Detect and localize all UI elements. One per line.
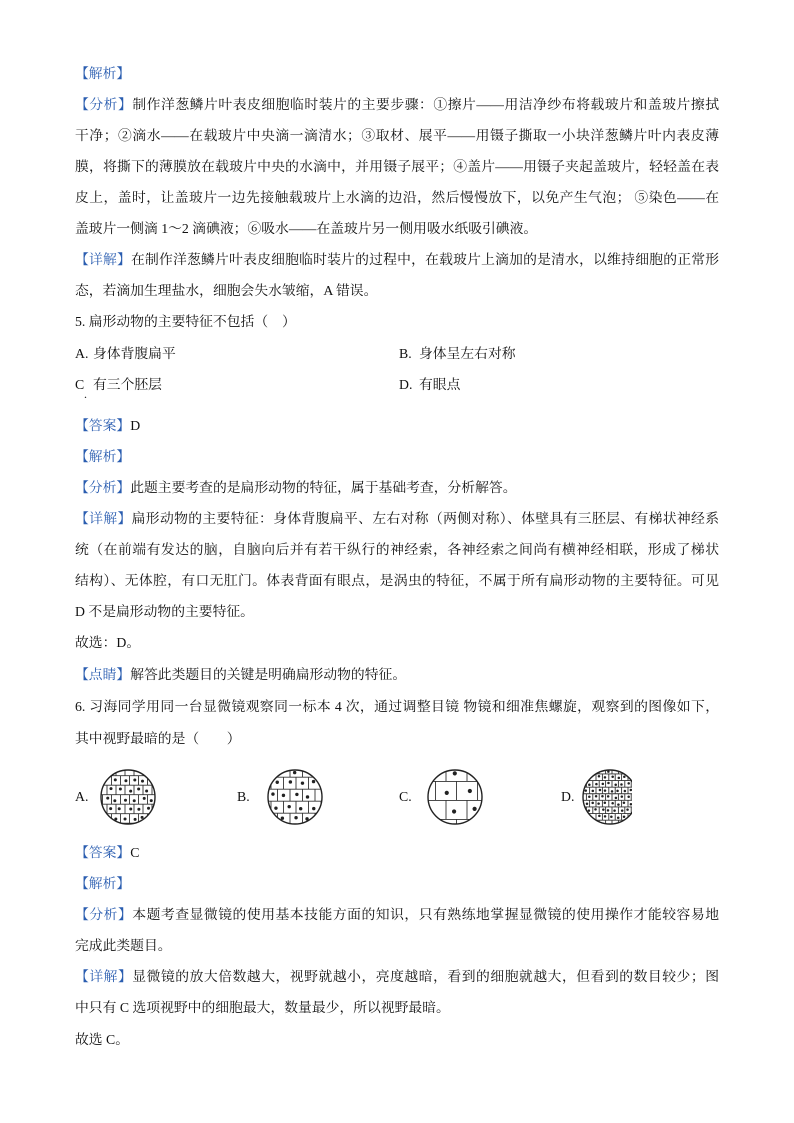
cell-nucleus	[598, 775, 601, 778]
q6-stem-line: 其中视野最暗的是（ ）	[75, 731, 241, 746]
cell-nucleus	[124, 799, 127, 802]
cell-nucleus	[586, 803, 589, 806]
cell-nucleus	[129, 807, 132, 810]
fenxi-text: 完成此类题目。	[75, 938, 172, 953]
q6-xiangjie-line	[75, 992, 719, 1023]
q5-option-b-letter: B.	[399, 346, 412, 361]
q6-option-b-label: B.	[237, 789, 250, 804]
q5-xiangjie-line	[75, 565, 719, 596]
q4-jiexi-heading	[75, 58, 719, 89]
cell-nucleus	[627, 796, 630, 799]
microscope-view-c	[425, 767, 485, 827]
q6-option-b-figure	[265, 767, 325, 827]
cell-nucleus	[607, 809, 610, 812]
jiexi-label: 【解析】	[75, 449, 131, 464]
cell-pattern	[98, 767, 158, 827]
xiangjie-text: D 不是扁形动物的主要特征。	[75, 604, 254, 619]
fenxi-text: 此题主要考查的是扁形动物的特征，属于基础考查，分析解答。	[130, 480, 517, 495]
cell-nucleus	[604, 776, 607, 779]
cell-nucleus	[597, 802, 600, 805]
cell-nucleus	[274, 806, 277, 809]
cell-nucleus	[472, 807, 476, 811]
cell-nucleus	[287, 805, 290, 808]
cell-nucleus	[615, 797, 618, 800]
q6-jiexi-heading	[75, 868, 719, 899]
cell-nucleus	[591, 802, 594, 805]
q4-fenxi-line	[75, 151, 719, 182]
cell-nucleus	[452, 809, 456, 813]
cell-nucleus	[106, 797, 109, 800]
cell-nucleus	[621, 795, 624, 798]
q6-answer-line	[75, 837, 719, 868]
cell-nucleus	[143, 797, 146, 800]
cell-nucleus	[618, 777, 621, 780]
cell-nucleus	[607, 782, 610, 785]
q5-xiangjie-line	[75, 596, 719, 627]
cell-nucleus	[598, 815, 601, 818]
cell-pattern	[580, 767, 632, 826]
xiangjie-label: 【详解】	[75, 969, 133, 984]
cell-nucleus	[134, 818, 137, 821]
xiangjie-label: 【详解】	[75, 511, 132, 526]
cell-nucleus	[301, 781, 304, 784]
cell-nucleus	[137, 788, 140, 791]
q5-option-c-dot: .	[84, 387, 87, 401]
cell-nucleus	[145, 790, 148, 793]
cell-nucleus	[595, 783, 598, 786]
q4-fenxi-line	[75, 213, 719, 244]
q5-dianjing-line	[75, 659, 719, 690]
field-of-view-outline	[268, 770, 322, 824]
cell-nucleus	[616, 790, 619, 793]
xiangjie-text: 扁形动物的主要特征：身体背腹扁平、左右对称（两侧对称）、体壁具有三胚层、有梯状神经系	[131, 511, 719, 526]
fenxi-label: 【分析】	[75, 97, 133, 112]
microscope-view-b	[265, 767, 325, 827]
cell-nucleus	[604, 815, 607, 818]
cell-nucleus	[623, 802, 626, 805]
q5-option-a-letter: A.	[75, 346, 89, 361]
cell-nucleus	[109, 807, 112, 810]
q5-option-a-text: 身体背腹扁平	[93, 346, 176, 361]
fenxi-text: 膜，将撕下的薄膜放在载玻片中央的水滴中，并用镊子展平；④盖片——用镊子夹起盖玻片，轻轻盖在表	[75, 159, 719, 174]
q5-conclusion: 故选：D。	[75, 635, 141, 650]
q6-fenxi-line	[75, 899, 719, 930]
q6-stem-line: 6. 习海同学用同一台显微镜观察同一标本 4 次，通过调整目镜 物镜和细准焦螺旋，观察到的图像如下，	[75, 699, 719, 714]
q5-option-b-text: 身体呈左右对称	[419, 346, 516, 361]
fenxi-text: 本题考查显微镜的使用基本技能方面的知识，只有熟练地掌握显微镜的使用操作才能较容易地	[132, 907, 719, 922]
fenxi-label: 【分析】	[75, 907, 133, 922]
cell-nucleus	[592, 790, 595, 793]
q4-fenxi-line	[75, 89, 719, 120]
cell-nucleus	[623, 815, 626, 818]
cell-nucleus	[610, 816, 613, 819]
cell-nucleus	[453, 771, 457, 775]
xiangjie-text: 结构）、无体腔，有口无肛门。体表背面有眼点，是涡虫的特征，不属于所有扁形动物的主要特征。可见	[75, 573, 719, 588]
cell-nucleus	[607, 795, 610, 798]
cell-nucleus	[312, 807, 315, 810]
cell-nucleus	[289, 780, 292, 783]
fenxi-label: 【分析】	[75, 480, 131, 495]
cell-nucleus	[621, 809, 624, 812]
cell-nucleus	[282, 794, 285, 797]
q5-answer-line	[75, 410, 719, 441]
q5-option-d-letter: D.	[399, 377, 413, 392]
answer-value: D	[130, 418, 141, 433]
fenxi-text: 皮上，盖时，让盖玻片一边先接触载玻片上水滴的边沿，然后慢慢放下，以免产生气泡； ⑤染色——在	[75, 190, 719, 205]
cell-nucleus	[137, 808, 140, 811]
q6-option-d-figure	[580, 767, 632, 827]
dianjing-label: 【点睛】	[75, 667, 131, 682]
fenxi-text: 制作洋葱鳞片叶表皮细胞临时装片的主要步骤：①擦片——用洁净纱布将载玻片和盖玻片擦拭	[132, 97, 719, 112]
answer-value: C	[130, 845, 140, 860]
cell-nucleus	[599, 789, 602, 792]
field-of-view-outline	[428, 770, 482, 824]
q5-option-d-text: 有眼点	[419, 377, 461, 392]
cell-nucleus	[611, 776, 614, 779]
cell-nucleus	[276, 781, 279, 784]
cell-nucleus	[614, 784, 617, 787]
xiangjie-text: 态，若滴加生理盐水，细胞会失水皱缩，A 错误。	[75, 283, 378, 298]
cell-nucleus	[119, 788, 122, 791]
cell-nucleus	[626, 808, 629, 811]
cell-nucleus	[141, 816, 144, 819]
cell-nucleus	[129, 790, 132, 793]
cell-nucleus	[109, 787, 112, 790]
q5-option-c-text: 有三个胚层	[93, 377, 162, 392]
microscope-view-d	[580, 767, 632, 827]
cell-nucleus	[585, 789, 588, 792]
q4-xiangjie-line	[75, 244, 719, 275]
cell-nucleus	[295, 793, 298, 796]
q5-xiangjie-line	[75, 534, 719, 565]
jiexi-label: 【解析】	[75, 876, 131, 891]
cell-nucleus	[611, 790, 614, 793]
answer-label: 【答案】	[75, 845, 131, 860]
q6-option-a-label: A.	[75, 789, 89, 804]
cell-nucleus	[141, 780, 144, 783]
q6-option-a-figure	[98, 767, 158, 827]
cell-nucleus	[445, 791, 449, 795]
q6-option-c-label: C.	[399, 789, 412, 804]
cell-nucleus	[133, 779, 136, 782]
q4-fenxi-line	[75, 120, 719, 151]
cell-nucleus	[620, 783, 623, 786]
fenxi-text: 干净；②滴水——在载玻片中央滴一滴清水；③取材、展平——用镊子撕取一小块洋葱鳞片叶内表皮薄	[75, 128, 719, 143]
q5-jiexi-heading	[75, 441, 719, 472]
q5-stem: 5. 扁形动物的主要特征不包括（ ）	[75, 314, 296, 329]
cell-nucleus	[617, 803, 620, 806]
cell-nucleus	[617, 816, 620, 819]
cell-nucleus	[588, 784, 591, 787]
fenxi-text: 盖玻片一侧滴 1～2 滴碘液；⑥吸水——在盖玻片另一侧用吸水纸吸引碘液。	[75, 221, 538, 236]
xiangjie-text: 显微镜的放大倍数越大，视野就越小，亮度越暗，看到的细胞就越大，但看到的数目较少；图	[132, 969, 719, 984]
cell-nucleus	[588, 796, 591, 799]
cell-nucleus	[271, 792, 274, 795]
xiangjie-label: 【详解】	[75, 252, 132, 267]
cell-nucleus	[113, 799, 116, 802]
q6-conclusion: 故选 C。	[75, 1032, 130, 1047]
cell-nucleus	[293, 771, 296, 774]
cell-nucleus	[150, 799, 153, 802]
cell-nucleus	[312, 780, 315, 783]
cell-nucleus	[602, 783, 605, 786]
cell-nucleus	[294, 816, 297, 819]
cell-nucleus	[624, 790, 627, 793]
answer-label: 【答案】	[75, 418, 131, 433]
cell-nucleus	[118, 807, 121, 810]
cell-nucleus	[601, 795, 604, 798]
cell-nucleus	[630, 789, 632, 792]
cell-nucleus	[604, 789, 607, 792]
q5-fenxi-line	[75, 472, 719, 503]
cell-nucleus	[124, 818, 127, 821]
q4-fenxi-line	[75, 182, 719, 213]
q4-xiangjie-line	[75, 275, 719, 306]
dianjing-text: 解答此类题目的关键是明确扁形动物的特征。	[130, 667, 407, 682]
cell-nucleus	[602, 808, 605, 811]
q5-xiangjie-line	[75, 503, 719, 534]
q6-xiangjie-line	[75, 961, 719, 992]
cell-pattern	[265, 767, 325, 825]
cell-nucleus	[594, 808, 597, 811]
q6-option-d-label: D.	[561, 789, 575, 804]
cell-nucleus	[114, 778, 117, 781]
q6-option-c-figure	[425, 767, 485, 827]
cell-nucleus	[306, 795, 309, 798]
cell-nucleus	[627, 782, 630, 785]
field-of-view-outline	[101, 770, 155, 824]
jiexi-label: 【解析】	[75, 66, 131, 81]
cell-nucleus	[604, 801, 607, 804]
q5-option-c-letter: C	[75, 377, 85, 392]
cell-nucleus	[468, 789, 472, 793]
cell-nucleus	[613, 809, 616, 812]
cell-nucleus	[147, 807, 150, 810]
q6-fenxi-line	[75, 930, 719, 961]
cell-nucleus	[611, 802, 614, 805]
xiangjie-text: 统（在前端有发达的脑，自脑向后并有若干纵行的神经索，各神经索之间尚有横神经相联，形成了梯状	[75, 542, 719, 557]
cell-nucleus	[124, 779, 127, 782]
cell-nucleus	[595, 795, 598, 798]
cell-nucleus	[133, 799, 136, 802]
cell-nucleus	[623, 776, 626, 779]
xiangjie-text: 中只有 C 选项视野中的细胞最大，数量最少，所以视野最暗。	[75, 1000, 450, 1015]
microscope-view-a	[98, 767, 158, 827]
cell-pattern	[425, 767, 485, 827]
xiangjie-text: 在制作洋葱鳞片叶表皮细胞临时装片的过程中，在载玻片上滴加的是清水，以维持细胞的正常形	[131, 252, 719, 267]
cell-nucleus	[299, 807, 302, 810]
cell-nucleus	[630, 803, 632, 806]
